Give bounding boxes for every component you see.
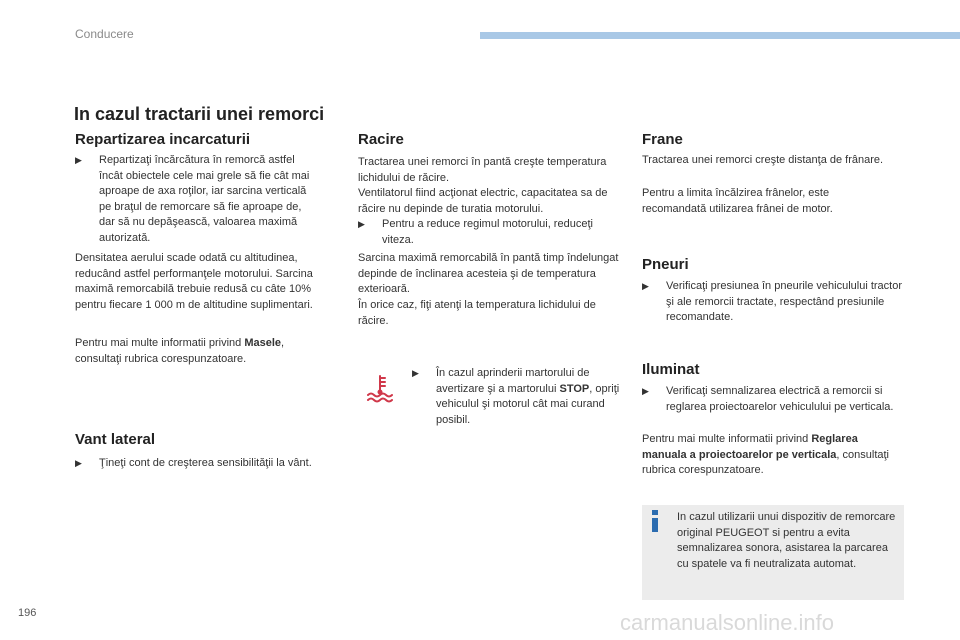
paragraph-racire-3: Sarcina maximă remorcabilă în pantă timp îndelungat depinde de înclinarea acesteia şi de temperatura exterioară. bbox=[358, 252, 619, 296]
bullet-marker-icon: ▶ bbox=[358, 219, 365, 229]
paragraph-reglare: Pentru mai multe informatii privind Reglarea manuala a proiectoarelor pe verticala, consultaţi rubrica corespunzatoare. bbox=[642, 433, 890, 477]
paragraph-frane-1: Tractarea unei remorci creşte distanţa de frânare. bbox=[642, 154, 884, 166]
bullet-text: În cazul aprinderii martorului de avertizare şi a martorului STOP, opriţi vehiculul şi motorul cât mai curand posibil. bbox=[436, 367, 620, 426]
bullet-marker-icon: ▶ bbox=[75, 458, 82, 468]
header-accent-bar bbox=[480, 32, 960, 39]
bullet-text: Verificaţi semnalizarea electrică a remorcii si reglarea proiectoarelor vehiculului pe verticala. bbox=[666, 385, 894, 413]
paragraph-racire-4: În orice caz, fiţi atenţi la temperatura lichidului de răcire. bbox=[358, 299, 596, 327]
coolant-temperature-warning-icon bbox=[365, 373, 395, 403]
bullet-regim-motor bbox=[358, 217, 620, 248]
bullet-marker-icon: ▶ bbox=[642, 386, 649, 396]
bullet-pneuri bbox=[642, 279, 904, 326]
heading-racire: Racire bbox=[358, 131, 404, 148]
bullet-iluminat bbox=[642, 384, 904, 415]
bullet-text: Ţineţi cont de creşterea sensibilităţii la vânt. bbox=[99, 457, 312, 469]
info-icon bbox=[648, 510, 662, 532]
bullet-text: Repartizaţi încărcătura în remorcă astfel încât obiectele cele mai grele să fie cât mai aproape de axa roţilor, iar sarcina verticală pe braţul de remorcare să fie aproape de, dar să nu depăşească, valoarea maximă autorizată. bbox=[99, 154, 310, 244]
bullet-vant bbox=[75, 456, 320, 472]
paragraph-altitudine: Densitatea aerului scade odată cu altitudinea, reducând astfel performanţele motorului. Sarcina maximă remorcabilă trebuie redusă cu câte 10% pentru fiecare 1 000 m de altitudine suplimentari. bbox=[75, 252, 313, 311]
link-masele: Masele bbox=[244, 337, 282, 349]
heading-vant-lateral: Vant lateral bbox=[75, 431, 156, 448]
page-title: In cazul tractarii unei remorci bbox=[74, 104, 325, 124]
page-number: 196 bbox=[18, 607, 37, 619]
bullet-marker-icon: ▶ bbox=[642, 281, 649, 291]
paragraph-mase: Pentru mai multe informatii privind Masele, consultaţi rubrica corespunzatoare. bbox=[75, 337, 285, 365]
stop-label: STOP bbox=[559, 382, 590, 395]
heading-frane: Frane bbox=[642, 131, 683, 148]
section-title: Conducere bbox=[75, 27, 134, 41]
link-reglarea-proiectoarelor: Reglarea manuala a proiectoarelor pe verticala bbox=[642, 433, 858, 461]
bullet-warning-stop bbox=[412, 366, 622, 428]
watermark: carmanualsonline.info bbox=[620, 610, 835, 635]
heading-pneuri: Pneuri bbox=[642, 256, 689, 273]
bullet-repartizare bbox=[75, 153, 320, 247]
paragraph-frane-2: Pentru a limita încălzirea frânelor, este recomandată utilizarea frânei de motor. bbox=[642, 187, 833, 215]
bullet-marker-icon: ▶ bbox=[412, 368, 419, 378]
paragraph-racire-1: Tractarea unei remorci în pantă creşte temperatura lichidului de răcire. bbox=[358, 156, 607, 184]
bullet-text: Verificaţi presiunea în pneurile vehiculului tractor şi ale remorcii tractate, respectând presiunile recomandate. bbox=[666, 280, 903, 324]
heading-repartizarea: Repartizarea incarcaturii bbox=[75, 131, 251, 148]
bullet-marker-icon: ▶ bbox=[75, 155, 82, 165]
bullet-text: Pentru a reduce regimul motorului, reduceţi viteza. bbox=[382, 218, 593, 246]
paragraph-racire-2: Ventilatorul fiind acţionat electric, capacitatea sa de răcire nu depinde de turatia motorului. bbox=[358, 187, 608, 215]
heading-iluminat: Iluminat bbox=[642, 361, 700, 378]
info-text: In cazul utilizarii unui dispozitiv de remorcare original PEUGEOT si pentru a evita semnalizarea sonora, asistarea la parcarea cu spatele va fi neutralizata automat. bbox=[677, 511, 896, 570]
